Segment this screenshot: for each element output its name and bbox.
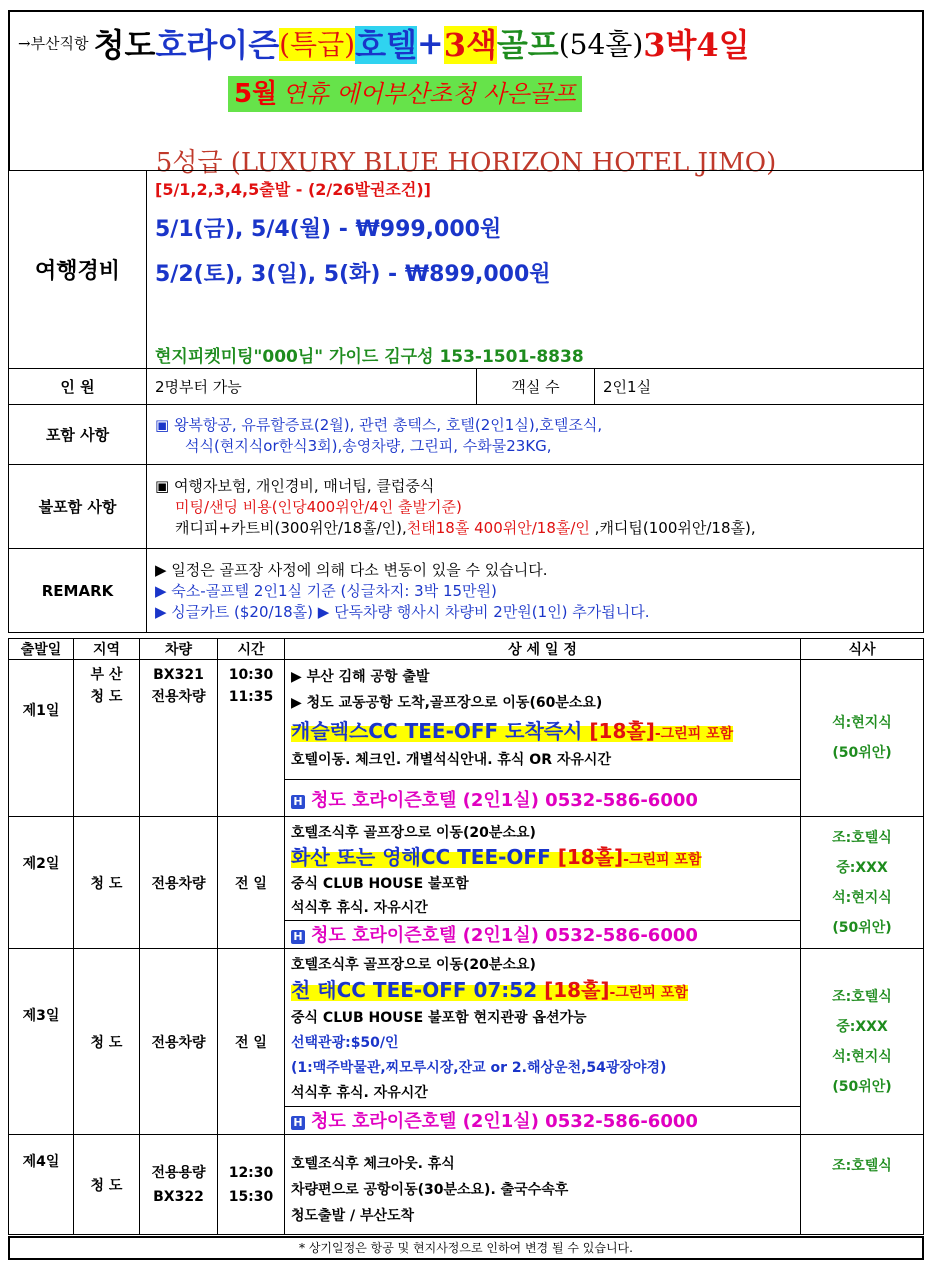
remark-row [9, 549, 924, 633]
day-3-hotel-text: 청도 호라이즌호텔 (2인1실) 0532-586-6000 [311, 1111, 698, 1132]
day-3-meal-4: (50위안) [832, 1078, 892, 1095]
day-1-vehicle [140, 660, 218, 817]
day-4-line-1: 호텔조식후 체크아웃. 휴식 [291, 1156, 455, 1172]
hotel-icon: H [291, 1116, 305, 1130]
day-4-flight: BX322 [153, 1188, 204, 1205]
day-3-region: 청 도 [74, 949, 140, 1135]
day-1-meal [801, 660, 924, 817]
cost-row [9, 171, 924, 369]
excluded-line-2: 미팅/샌딩 비용(인당400위안/4인 출발기준) [175, 498, 462, 516]
room-label: 객실 수 [477, 369, 595, 405]
day-2-line-3: 중식 CLUB HOUSE 불포함 [291, 876, 469, 892]
excluded-line-1: ▣ 여행자보험, 개인경비, 매너팁, 클럽중식 [155, 477, 435, 495]
day-2-detail [285, 817, 801, 949]
day-3-greenfee: -그린피 포함 [609, 985, 688, 1001]
day-4-meal: 조:호텔식 [801, 1135, 924, 1235]
title [18, 20, 750, 66]
header [8, 10, 924, 178]
day-3-time: 전 일 [218, 949, 285, 1135]
header-vehicle: 차량 [140, 639, 218, 660]
day-2-hotel [285, 920, 800, 947]
price-2: 5/2(토), 3(일), 5(화) - ₩899,000원 [155, 262, 551, 287]
excluded-line-3 [155, 517, 915, 538]
header-meal: 식사 [801, 639, 924, 660]
day-3-hole: [18홀] [544, 978, 610, 1002]
day-1-car: 전용차량 [151, 689, 206, 705]
day-3-line-1: 호텔조식후 골프장으로 이동(20분소요) [291, 957, 536, 973]
remark-line-1: ▶ 일정은 골프장 사정에 의해 다소 변동이 있을 수 있습니다. [155, 561, 548, 579]
title-plus: + [416, 24, 444, 62]
day-2-vehicle: 전용차량 [140, 817, 218, 949]
day-3-row [9, 949, 924, 1135]
day-1-time-1: 10:30 [228, 667, 274, 683]
schedule-table [8, 638, 924, 1235]
day-2-tee-text: 화산 또는 영해CC TEE-OFF [291, 845, 558, 869]
excluded-caddie-tip: ,캐디팁(100위안/18홀), [589, 519, 756, 537]
title-holes: (54홀) [558, 28, 644, 61]
day-1-greenfee: -그린피 포함 [654, 726, 734, 742]
day-1-row [9, 660, 924, 817]
day-4-row [9, 1135, 924, 1235]
day-3-line-6: 석식후 휴식. 자유시간 [291, 1085, 428, 1101]
day-2-greenfee: -그린피 포함 [623, 852, 702, 868]
title-three-color: 3색 [443, 26, 497, 64]
schedule-header [9, 639, 924, 660]
day-2-meal-4: (50위안) [832, 919, 892, 936]
day-2-line-4: 석식후 휴식. 자유시간 [291, 900, 428, 916]
day-3-meal-3: 석:현지식 [832, 1048, 892, 1065]
header-day: 출발일 [9, 639, 74, 660]
people-row [9, 369, 924, 405]
cost-cell [147, 171, 924, 369]
included-label: 포함 사항 [9, 405, 147, 465]
day-4-line-3: 청도출발 / 부산도착 [291, 1208, 415, 1224]
day-1-time [218, 660, 285, 817]
info-table [8, 170, 924, 633]
day-1-label: 제1일 [9, 660, 74, 817]
day-1-meal-2: (50위안) [832, 745, 892, 761]
day-2-tee [291, 845, 794, 872]
day-3-detail [285, 949, 801, 1135]
day-2-meal-2: 중:XXX [836, 859, 888, 876]
remark-line-2: ▶ 숙소-골프텔 2인1실 기준 (싱글차지: 3박 15만원) [155, 582, 497, 600]
day-4-line-2: 차량편으로 공항이동(30분소요). 출국수속후 [291, 1182, 569, 1198]
subtitle-text: 연휴 에어부산초청 사은골프 [282, 80, 576, 108]
included-line-2: 석식(현지식or한식3회),송영차량, 그린피, 수화물23KG, [185, 436, 552, 455]
day-4-time [218, 1135, 285, 1235]
room-value: 2인1실 [595, 369, 924, 405]
day-1-region [74, 660, 140, 817]
day-3-line-3: 중식 CLUB HOUSE 불포함 현지관광 옵션가능 [291, 1010, 587, 1026]
day-1-hotel-text: 청도 호라이즌호텔 (2인1실) 0532-586-6000 [311, 790, 698, 811]
cost-label: 여행경비 [9, 171, 147, 369]
day-2-region: 청 도 [74, 817, 140, 949]
title-duration: 3박4일 [643, 26, 750, 64]
day-2-hole: [18홀] [557, 845, 624, 869]
day-3-vehicle: 전용차량 [140, 949, 218, 1135]
day-1-meal-1: 석:현지식 [832, 715, 892, 731]
day-1-region-2: 청 도 [90, 689, 123, 705]
title-hotel-name: 호라이즌 [155, 26, 280, 64]
title-hotel: 호텔 [355, 26, 417, 64]
day-2-line-1: 호텔조식후 골프장으로 이동(20분소요) [291, 825, 536, 841]
excluded-cell [147, 465, 924, 549]
header-region: 지역 [74, 639, 140, 660]
included-row [9, 405, 924, 465]
day-4-detail [285, 1135, 801, 1235]
title-golf: 골프 [496, 26, 559, 64]
day-1-tee [291, 718, 794, 747]
header-time: 시간 [218, 639, 285, 660]
title-grade: (특급) [279, 28, 356, 61]
day-1-line-2: ▶ 청도 교동공항 도착,골프장으로 이동(60분소요) [291, 695, 603, 711]
hotel-heading: 5성급 (LUXURY BLUE HORIZON HOTEL JIMO) [155, 148, 777, 178]
day-2-meal-1: 조:호텔식 [832, 829, 892, 846]
included-line-1: ▣ 왕복항공, 유류할증료(2월), 관련 총텍스, 호텔(2인1실),호텔조식, [155, 415, 603, 434]
day-4-car: 전용용량 [151, 1164, 206, 1181]
day-3-meal [801, 949, 924, 1135]
price-1: 5/1(금), 5/4(월) - ₩999,000원 [155, 217, 502, 242]
cost-note: [5/1,2,3,4,5출발 - (2/26발권조건)] [155, 180, 431, 199]
day-3-option-list: (1:맥주박물관,찌모루시장,잔교 or 2.해상운천,54광장야경) [291, 1060, 667, 1076]
people-label: 인 원 [9, 369, 147, 405]
remark-line-3: ▶ 싱글카트 ($20/18홀) ▶ 단독차량 행사시 차량비 2만원(1인) 추가됩니다. [155, 603, 650, 621]
hotel-icon: H [291, 795, 305, 809]
day-3-meal-1: 조:호텔식 [832, 988, 892, 1005]
day-4-region: 청 도 [74, 1135, 140, 1235]
day-4-label: 제4일 [9, 1135, 74, 1235]
day-1-tee-text: 캐슬렉스CC TEE-OFF 도착즉시 [291, 719, 590, 743]
day-2-label: 제2일 [9, 817, 74, 949]
day-4-time-2: 15:30 [228, 1188, 274, 1205]
people-value: 2명부터 가능 [147, 369, 477, 405]
day-2-time: 전 일 [218, 817, 285, 949]
guide-info: 현지피켓미팅"000님" 가이드 김구성 153-1501-8838 [155, 347, 584, 367]
title-city: 청도 [93, 26, 156, 64]
day-1-flight: BX321 [153, 667, 204, 683]
day-1-hotel [285, 779, 800, 816]
day-2-meal-3: 석:현지식 [832, 889, 892, 906]
excluded-label: 불포함 사항 [9, 465, 147, 549]
excluded-caddie: 캐디피+카트비(300위안/18홀/인), [175, 519, 407, 537]
day-4-vehicle [140, 1135, 218, 1235]
subtitle [228, 76, 582, 112]
header-detail: 상 세 일 정 [285, 639, 801, 660]
title-prefix: →부산직항 [18, 34, 89, 53]
day-1-time-2: 11:35 [228, 689, 274, 705]
day-1-line-1: ▶ 부산 김해 공항 출발 [291, 669, 430, 685]
subtitle-month: 5월 [234, 79, 278, 109]
day-3-meal-2: 중:XXX [836, 1018, 888, 1035]
excluded-tiantai: 천태18홀 400위안/18홀/인 [406, 519, 590, 537]
remark-cell [147, 549, 924, 633]
day-2-row [9, 817, 924, 949]
footer-note: * 상기일정은 항공 및 현지사정으로 인하여 변경 될 수 있습니다. [8, 1236, 924, 1260]
day-1-detail [285, 660, 801, 817]
day-3-label: 제3일 [9, 949, 74, 1135]
day-1-hole: [18홀] [589, 719, 655, 743]
day-1-region-1: 부 산 [90, 667, 123, 683]
day-3-tee [291, 978, 794, 1006]
day-2-hotel-text: 청도 호라이즌호텔 (2인1실) 0532-586-6000 [311, 925, 698, 946]
day-3-hotel [285, 1106, 800, 1133]
remark-label: REMARK [9, 549, 147, 633]
day-3-tee-text: 천 태CC TEE-OFF 07:52 [291, 978, 545, 1002]
day-3-option: 선택관광:$50/인 [291, 1035, 399, 1051]
day-4-time-1: 12:30 [228, 1164, 274, 1181]
day-1-line-4: 호텔이동. 체크인. 개별석식안내. 휴식 OR 자유시간 [291, 752, 611, 768]
hotel-icon: H [291, 930, 305, 944]
excluded-row [9, 465, 924, 549]
day-2-meal [801, 817, 924, 949]
included-cell [147, 405, 924, 465]
